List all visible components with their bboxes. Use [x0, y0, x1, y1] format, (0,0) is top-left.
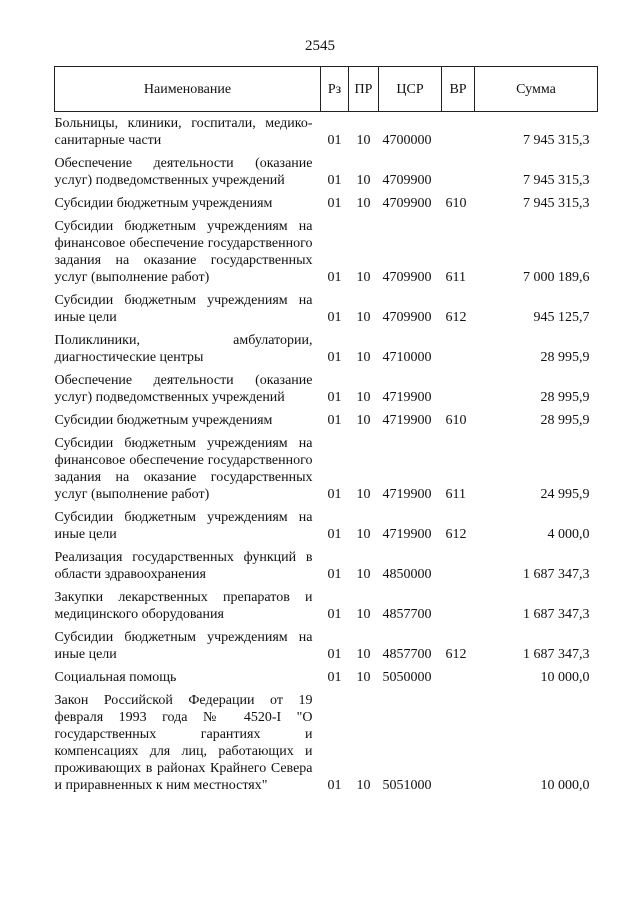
- row-pr: 10: [356, 487, 371, 502]
- page-number: 2545: [305, 38, 335, 54]
- row-sum: 10 000,0: [540, 670, 590, 685]
- table-row: [55, 192, 598, 215]
- row-pr: 10: [356, 607, 371, 622]
- row-sum: 28 995,9: [540, 350, 590, 365]
- table-row: [55, 689, 598, 797]
- table-row: [55, 329, 598, 369]
- header-vr: ВР: [442, 67, 475, 112]
- table-row: [55, 546, 598, 586]
- budget-table: [54, 66, 598, 797]
- row-vr: 612: [445, 310, 467, 325]
- row-pr: 10: [356, 527, 371, 542]
- row-vr: [442, 369, 475, 409]
- row-pr: 10: [356, 310, 371, 325]
- row-vr: 610: [445, 196, 467, 211]
- table-row: [55, 369, 598, 409]
- row-csr: 4709900: [382, 196, 432, 211]
- row-name: Социальная помощь: [54, 670, 177, 685]
- row-name: Субсидии бюджетным учреждениям на финансовое обеспечение государственного задания на оказание государственных услуг (выполнение работ): [54, 436, 313, 502]
- row-csr: 4719900: [382, 487, 432, 502]
- row-pr: 10: [356, 173, 371, 188]
- header-rz: Рз: [321, 67, 349, 112]
- row-sum: 7 000 189,6: [523, 270, 590, 285]
- header-name: Наименование: [55, 67, 321, 112]
- row-sum: 24 995,9: [540, 487, 590, 502]
- row-sum: 28 995,9: [540, 390, 590, 405]
- row-name: Обеспечение деятельности (оказание услуг) подведомственных учреждений: [54, 373, 313, 405]
- row-vr: [442, 586, 475, 626]
- row-sum: 7 945 315,3: [523, 133, 590, 148]
- row-name: Обеспечение деятельности (оказание услуг) подведомственных учреждений: [54, 156, 313, 188]
- table-row: [55, 506, 598, 546]
- row-rz: 01: [327, 350, 342, 365]
- row-vr: 611: [445, 487, 466, 502]
- row-name: Субсидии бюджетным учреждениям на иные цели: [54, 510, 313, 542]
- row-rz: 01: [327, 670, 342, 685]
- table-header-row: [55, 67, 598, 112]
- row-rz: 01: [327, 567, 342, 582]
- table-row: [55, 289, 598, 329]
- row-rz: 01: [327, 647, 342, 662]
- row-csr: 4709900: [382, 173, 432, 188]
- row-name: Поликлиники, амбулатории, диагностические центры: [54, 333, 313, 365]
- row-csr: 4850000: [382, 567, 432, 582]
- row-vr: 611: [445, 270, 466, 285]
- row-csr: 5051000: [382, 778, 432, 793]
- table-row: [55, 409, 598, 432]
- row-vr: [442, 112, 475, 153]
- row-rz: 01: [327, 413, 342, 428]
- row-pr: 10: [356, 133, 371, 148]
- row-sum: 945 125,7: [533, 310, 590, 325]
- row-rz: 01: [327, 487, 342, 502]
- header-sum: Сумма: [475, 67, 598, 112]
- table-row: [55, 152, 598, 192]
- row-name: Больницы, клиники, госпитали, медико-санитарные части: [54, 116, 313, 148]
- row-rz: 01: [327, 607, 342, 622]
- row-csr: 4857700: [382, 647, 432, 662]
- row-rz: 01: [327, 527, 342, 542]
- row-pr: 10: [356, 390, 371, 405]
- table-row: [55, 432, 598, 506]
- row-pr: 10: [356, 196, 371, 211]
- row-pr: 10: [356, 413, 371, 428]
- row-vr: 612: [445, 647, 467, 662]
- row-pr: 10: [356, 270, 371, 285]
- header-pr: ПР: [349, 67, 379, 112]
- row-pr: 10: [356, 778, 371, 793]
- row-rz: 01: [327, 310, 342, 325]
- row-vr: [442, 689, 475, 797]
- row-vr: [442, 152, 475, 192]
- row-pr: 10: [356, 670, 371, 685]
- row-csr: 4710000: [382, 350, 432, 365]
- row-name: Субсидии бюджетным учреждениям на иные цели: [54, 630, 313, 662]
- row-rz: 01: [327, 270, 342, 285]
- row-pr: 10: [356, 647, 371, 662]
- row-vr: [442, 329, 475, 369]
- row-csr: 4719900: [382, 390, 432, 405]
- table-row: [55, 215, 598, 289]
- table-row: [55, 586, 598, 626]
- row-sum: 1 687 347,3: [523, 647, 590, 662]
- row-pr: 10: [356, 567, 371, 582]
- row-csr: 4857700: [382, 607, 432, 622]
- row-csr: 5050000: [382, 670, 432, 685]
- table-row: [55, 112, 598, 153]
- header-csr: ЦСР: [379, 67, 442, 112]
- table-row: [55, 666, 598, 689]
- row-rz: 01: [327, 196, 342, 211]
- row-sum: 7 945 315,3: [523, 173, 590, 188]
- row-rz: 01: [327, 778, 342, 793]
- row-vr: [442, 666, 475, 689]
- row-name: Субсидии бюджетным учреждениям на финансовое обеспечение государственного задания на оказание государственных услуг (выполнение работ): [54, 219, 313, 285]
- row-pr: 10: [356, 350, 371, 365]
- row-name: Субсидии бюджетным учреждениям на иные цели: [54, 293, 313, 325]
- row-name: Реализация государственных функций в области здравоохранения: [54, 550, 313, 582]
- row-vr: 612: [445, 527, 467, 542]
- row-name: Субсидии бюджетным учреждениям: [54, 196, 273, 211]
- row-csr: 4719900: [382, 413, 432, 428]
- row-vr: [442, 546, 475, 586]
- row-sum: 28 995,9: [540, 413, 590, 428]
- table-row: [55, 626, 598, 666]
- row-rz: 01: [327, 390, 342, 405]
- row-name: Субсидии бюджетным учреждениям: [54, 413, 273, 428]
- row-sum: 1 687 347,3: [523, 607, 590, 622]
- row-csr: 4700000: [382, 133, 432, 148]
- row-sum: 7 945 315,3: [523, 196, 590, 211]
- row-sum: 1 687 347,3: [523, 567, 590, 582]
- row-name: Закон Российской Федерации от 19 февраля 1993 года № 4520-I "О государственных гарантиях и компенсациях для лиц, работающих и проживающих в районах Крайнего Севера и приравненных к ним местностях": [54, 693, 313, 793]
- row-vr: 610: [445, 413, 467, 428]
- row-sum: 10 000,0: [540, 778, 590, 793]
- row-csr: 4709900: [382, 310, 432, 325]
- row-rz: 01: [327, 173, 342, 188]
- row-csr: 4719900: [382, 527, 432, 542]
- row-sum: 4 000,0: [547, 527, 590, 542]
- row-csr: 4709900: [382, 270, 432, 285]
- row-name: Закупки лекарственных препаратов и медицинского оборудования: [54, 590, 313, 622]
- row-rz: 01: [327, 133, 342, 148]
